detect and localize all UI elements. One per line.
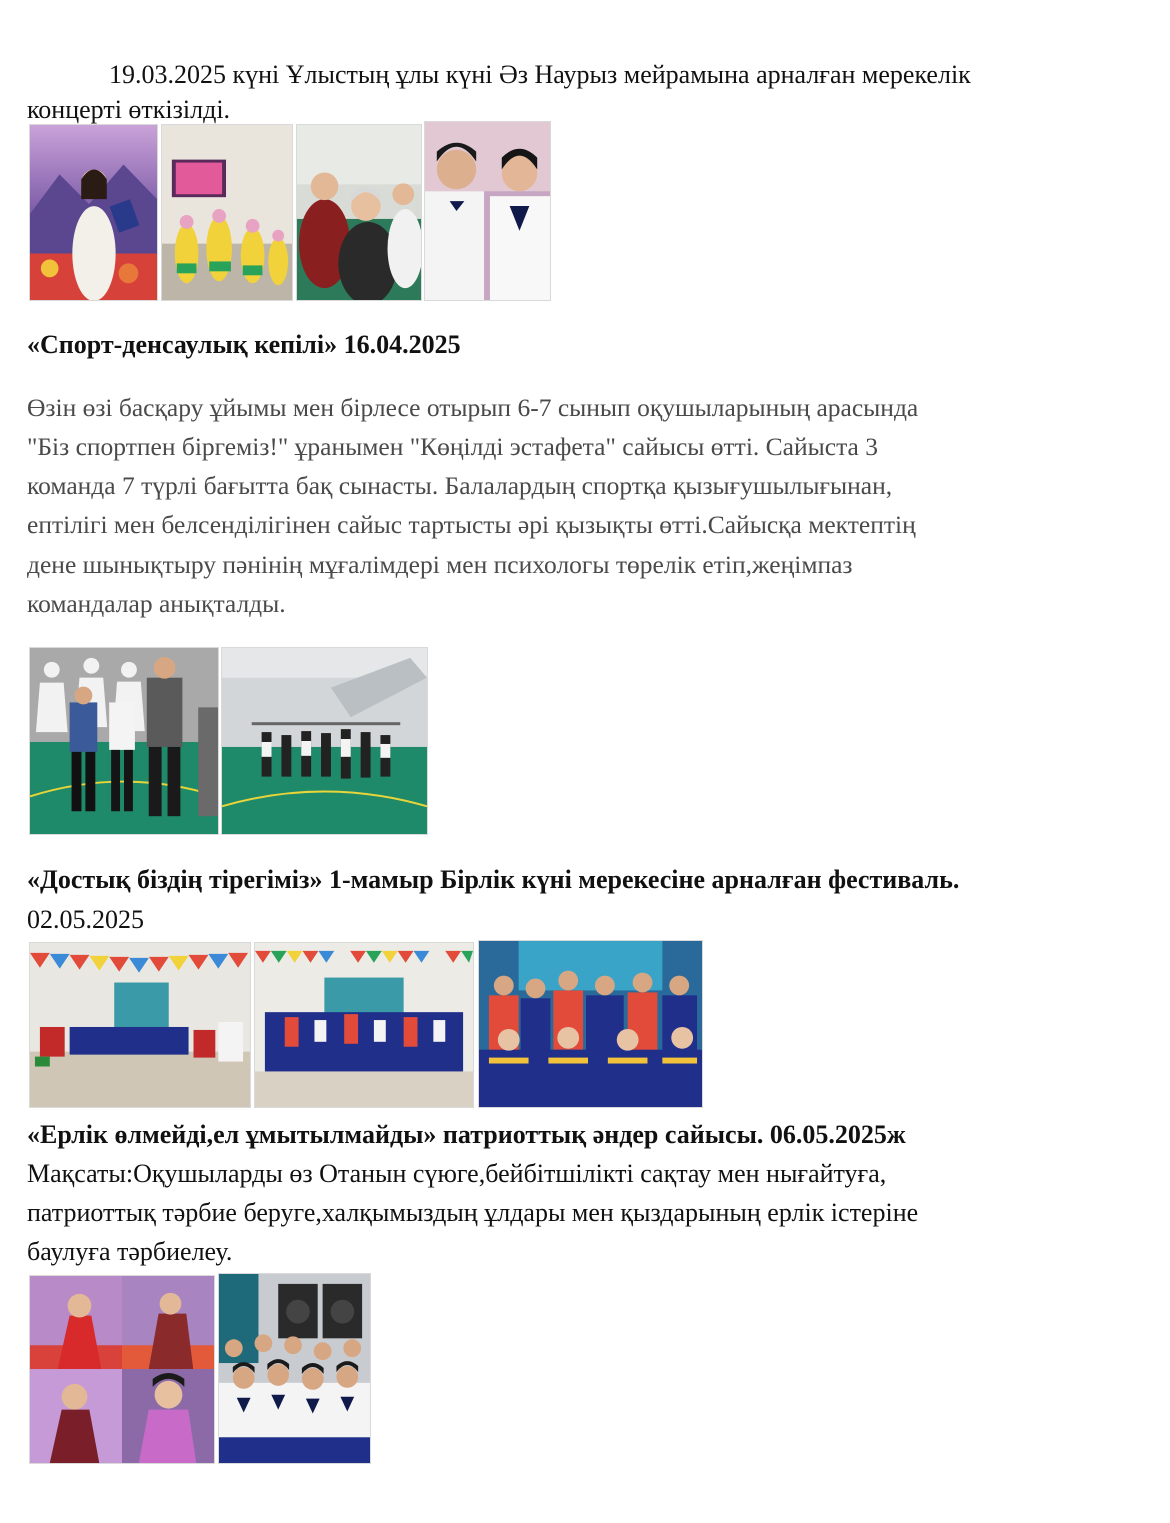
festival-photo-costumes xyxy=(478,940,703,1108)
patriotic-text-line-3: баулуға тәрбиелеу. xyxy=(27,1237,233,1266)
concert-photo-dance xyxy=(161,124,293,301)
concert-photo-choir xyxy=(424,121,551,301)
friendship-date: 02.05.2025 xyxy=(27,905,144,934)
sport-text-line-3: команда 7 түрлі бағытта бақ сынасты. Балалардың спортқа қызығушылығынан, xyxy=(27,471,893,500)
concert-photo-host xyxy=(29,124,158,301)
patriotic-text-line-1: Мақсаты:Оқушыларды өз Отанын сүюге,бейбітшілікті сақтау мен нығайтуға, xyxy=(27,1159,887,1188)
sport-heading: «Спорт-денсаулық кепілі» 16.04.2025 xyxy=(27,330,461,359)
sport-text-line-6: командалар анықталды. xyxy=(27,589,286,618)
sport-text-line-4: ептілігі мен белсенділігінен сайыс тартысты әрі қызықты өтті.Сайысқа мектептің xyxy=(27,510,916,539)
festival-photo-hall xyxy=(29,942,251,1108)
concert-text-line-1: 19.03.2025 күні Ұлыстың ұлы күні Әз Наурыз мейрамына арналған мерекелік xyxy=(109,60,971,89)
song-contest-photo-choir xyxy=(218,1273,371,1464)
sport-photo-relay xyxy=(29,647,219,835)
song-contest-photo-collage xyxy=(29,1275,215,1464)
sport-photo-gym xyxy=(221,647,428,835)
patriotic-text-line-2: патриоттық тәрбие беруге,халқымыздың ұлдары мен қыздарының ерлік істеріне xyxy=(27,1198,919,1227)
festival-photo-group xyxy=(254,942,474,1108)
concert-text-line-2: концерті өткізілді. xyxy=(27,95,231,124)
sport-text-line-1: Өзін өзі басқару ұйымы мен бірлесе отырып 6-7 сынып оқушыларының арасында xyxy=(27,393,919,422)
sport-text-line-2: "Біз спортпен біргеміз!" ұранымен "Көңілді эстафета" сайысы өтті. Сайыста 3 xyxy=(27,432,878,461)
friendship-heading: «Достық біздің тірегіміз» 1-мамыр Бірлік күні мерекесіне арналған фестиваль. xyxy=(27,865,960,894)
sport-text-line-5: дене шынықтыру пәнінің мұғалімдері мен психологы төрелік етіп,жеңімпаз xyxy=(27,550,853,579)
concert-photo-audience xyxy=(296,124,422,301)
patriotic-heading: «Ерлік өлмейді,ел ұмытылмайды» патриоттық әндер сайысы. 06.05.2025ж xyxy=(27,1120,906,1149)
